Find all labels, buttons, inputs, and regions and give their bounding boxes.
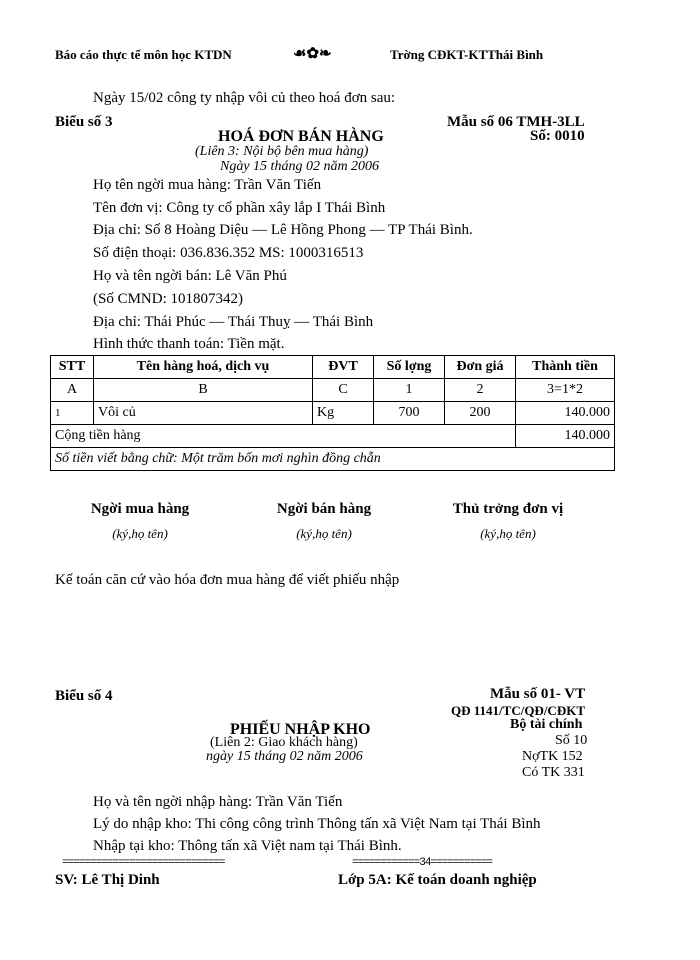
footer-student: SV: Lê Thị Dinh: [55, 872, 160, 888]
seller-address: Địa chỉ: Thái Phúc — Thái Thuỵ — Thái Bình: [93, 314, 374, 330]
buyer-address: Địa chỉ: Số 8 Hoàng Diệu — Lê Hồng Phong — TP Thái Bình.: [93, 222, 473, 238]
receipt-date: ngày 15 tháng 02 năm 2006: [206, 749, 363, 764]
invoice-number: Số: 0010: [530, 128, 585, 144]
row-price: 200: [445, 402, 516, 425]
row-amount: 140.000: [516, 402, 615, 425]
amount-in-words: Số tiền viết bằng chữ: Một trăm bốn mơi nghìn đồng chẵn: [51, 448, 615, 471]
buyer-unit: Tên đơn vị: Công ty cổ phần xây lắp I Thái Bình: [93, 200, 386, 216]
receipt-title: PHIẾU NHẬP KHO: [230, 721, 371, 738]
row-item: Vôi củ: [94, 402, 313, 425]
table-total-row: [51, 425, 615, 448]
col-unit: ĐVT: [313, 356, 374, 379]
signature-buyer-title: Ngời mua hàng: [90, 501, 190, 517]
signature-head-sub: (ký,họ tên): [480, 526, 536, 541]
signature-buyer-sub: (ký,họ tên): [112, 526, 168, 541]
col-qty: Số lợng: [374, 356, 445, 379]
signature-seller-sub: (ký,họ tên): [296, 526, 352, 541]
code-cell: B: [94, 379, 313, 402]
table-header-row: [51, 356, 615, 379]
receipt-form: Mẫu số 01- VT: [490, 686, 586, 702]
header-ornament-icon: ☙✿❧: [293, 46, 332, 62]
receipt-credit: Có TK 331: [522, 765, 585, 780]
receipt-reason: Lý do nhập kho: Thi công công trình Thông tấn xã Việt Nam tại Thái Bình: [93, 816, 541, 832]
accounting-note: Kế toán căn cứ vào hóa đơn mua hàng để viết phiếu nhập: [55, 572, 400, 588]
payment-method: Hình thức thanh toán: Tiền mặt.: [93, 336, 285, 352]
buyer-phone: Số điện thoại: 036.836.352 MS: 1000316513: [93, 245, 364, 261]
header-left: Báo cáo thực tế môn học KTDN: [55, 47, 232, 62]
row-stt: 1: [51, 402, 94, 425]
row-unit: Kg: [313, 402, 374, 425]
header-right: Trờng CĐKT-KTThái Bình: [390, 47, 544, 62]
invoice-label: Biểu số 3: [55, 114, 113, 130]
invoice-form: Mẫu số 06 TMH-3LL: [447, 114, 585, 130]
table-row: [51, 402, 615, 425]
col-amount: Thành tiền: [516, 356, 615, 379]
col-stt: STT: [51, 356, 94, 379]
buyer-name: Họ tên ngời mua hàng: Trần Văn Tiến: [93, 177, 322, 193]
receipt-debit: NợTK 152: [522, 749, 583, 764]
receiver-name: Họ và tên ngời nhập hàng: Trần Văn Tiến: [93, 794, 343, 810]
signature-head-title: Thủ trởng đơn vị: [452, 501, 564, 517]
footer-rule-right: ============34===========: [352, 857, 493, 869]
invoice-title: HOÁ ĐƠN BÁN HÀNG: [218, 128, 384, 145]
code-cell: 2: [445, 379, 516, 402]
seller-name: Họ và tên ngời bán: Lê Văn Phú: [93, 268, 287, 284]
receipt-warehouse: Nhập tại kho: Thông tấn xã Việt nam tại Thái Bình.: [93, 838, 402, 854]
col-item: Tên hàng hoá, dịch vụ: [94, 356, 313, 379]
receipt-ministry: Bộ tài chính: [510, 717, 583, 732]
seller-id: (Số CMND: 101807342): [93, 291, 244, 307]
invoice-table: [50, 355, 615, 471]
total-value: 140.000: [516, 425, 615, 448]
receipt-copy: (Liên 2: Giao khách hàng): [210, 735, 358, 750]
invoice-date: Ngày 15 tháng 02 năm 2006: [220, 159, 380, 174]
footer-class: Lớp 5A: Kế toán doanh nghiệp: [338, 872, 537, 888]
total-label: Cộng tiền hàng: [51, 425, 516, 448]
table-code-row: [51, 379, 615, 402]
receipt-decision: QĐ 1141/TC/QĐ/CĐKT: [451, 703, 585, 718]
signature-seller-title: Ngời bán hàng: [276, 501, 372, 517]
receipt-label: Biểu số 4: [55, 688, 113, 704]
table-words-row: [51, 448, 615, 471]
code-cell: 1: [374, 379, 445, 402]
receipt-number: Số 10: [555, 733, 588, 748]
code-cell: 3=1*2: [516, 379, 615, 402]
footer-rule-left: =============================: [62, 857, 225, 869]
row-qty: 700: [374, 402, 445, 425]
col-price: Đơn giá: [445, 356, 516, 379]
invoice-copy: (Liên 3: Nội bộ bên mua hàng): [195, 144, 369, 159]
intro-text: Ngày 15/02 công ty nhập vôi củ theo hoá đơn sau:: [93, 90, 396, 106]
code-cell: A: [51, 379, 94, 402]
code-cell: C: [313, 379, 374, 402]
